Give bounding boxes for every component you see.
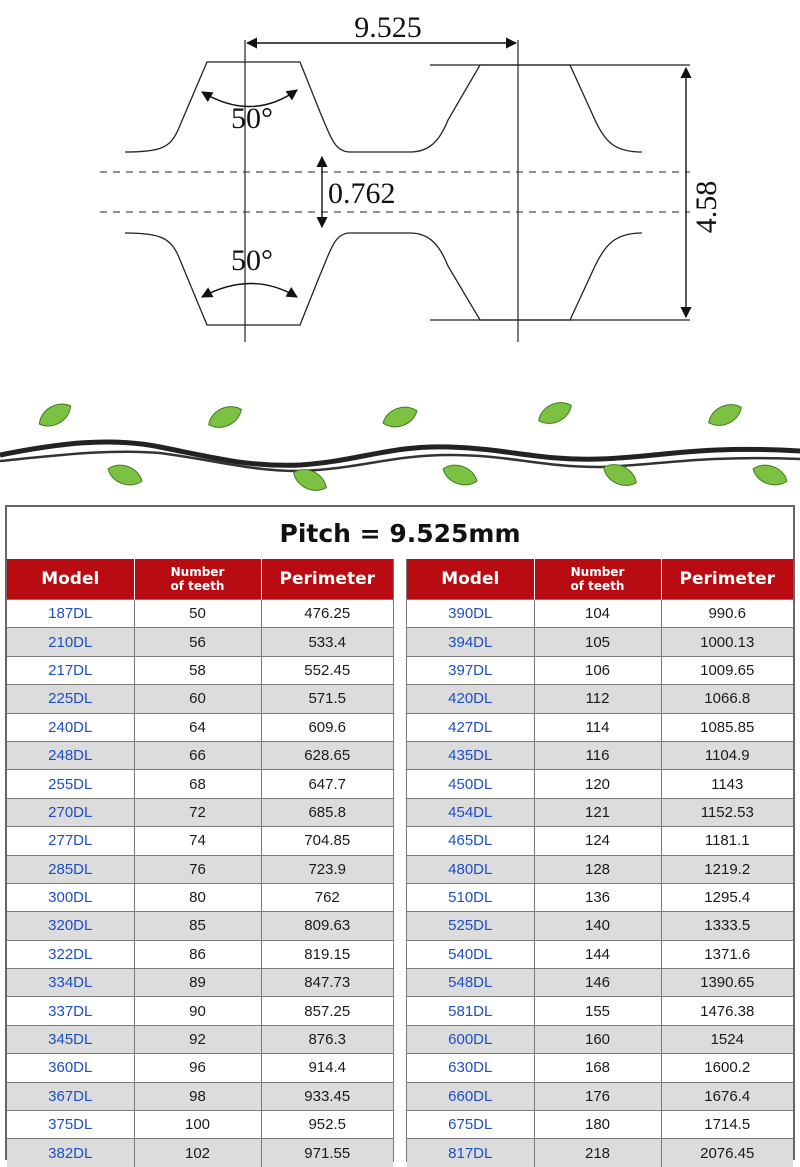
model-cell: 382DL <box>7 1139 134 1167</box>
top-tooth-profile <box>125 62 642 152</box>
model-cell: 337DL <box>7 997 134 1025</box>
model-cell: 277DL <box>7 827 134 855</box>
table-row <box>7 827 393 855</box>
table-row <box>407 827 793 855</box>
model-cell: 367DL <box>7 1082 134 1110</box>
teeth-cell: 155 <box>534 997 661 1025</box>
table-row <box>407 1025 793 1053</box>
perimeter-cell: 1524 <box>661 1025 793 1053</box>
teeth-cell: 176 <box>534 1082 661 1110</box>
table-row <box>7 969 393 997</box>
perimeter-cell: 1085.85 <box>661 713 793 741</box>
table-row <box>7 997 393 1025</box>
table-row <box>407 1111 793 1139</box>
teeth-cell: 85 <box>134 912 261 940</box>
leaf-icon <box>750 460 790 489</box>
teeth-cell: 116 <box>534 741 661 769</box>
model-cell: 427DL <box>407 713 534 741</box>
table-title: Pitch = 9.525mm <box>279 519 521 548</box>
bottom-tooth-profile <box>125 233 642 325</box>
model-cell: 675DL <box>407 1111 534 1139</box>
table-row <box>407 741 793 769</box>
table-row <box>7 798 393 826</box>
table-row <box>407 1139 793 1167</box>
teeth-cell: 76 <box>134 855 261 883</box>
vine-divider-decoration <box>0 375 800 505</box>
perimeter-cell: 723.9 <box>261 855 393 883</box>
header-teeth: Number of teeth <box>534 559 661 600</box>
header-teeth: Number of teeth <box>134 559 261 600</box>
teeth-cell: 86 <box>134 940 261 968</box>
table-row <box>407 798 793 826</box>
model-cell: 334DL <box>7 969 134 997</box>
perimeter-cell: 857.25 <box>261 997 393 1025</box>
teeth-cell: 98 <box>134 1082 261 1110</box>
top-angle-label: 50° <box>231 102 273 135</box>
table-row <box>407 1054 793 1082</box>
teeth-cell: 96 <box>134 1054 261 1082</box>
model-cell: 375DL <box>7 1111 134 1139</box>
perimeter-cell: 609.6 <box>261 713 393 741</box>
perimeter-cell: 1104.9 <box>661 741 793 769</box>
table-row <box>407 940 793 968</box>
table-row <box>7 855 393 883</box>
perimeter-cell: 971.55 <box>261 1139 393 1167</box>
perimeter-cell: 2076.45 <box>661 1139 793 1167</box>
teeth-cell: 80 <box>134 883 261 911</box>
perimeter-cell: 1295.4 <box>661 883 793 911</box>
leaf-icon <box>380 402 420 431</box>
perimeter-cell: 1219.2 <box>661 855 793 883</box>
header-model: Model <box>7 559 134 600</box>
perimeter-cell: 704.85 <box>261 827 393 855</box>
teeth-cell: 218 <box>534 1139 661 1167</box>
teeth-cell: 128 <box>534 855 661 883</box>
teeth-cell: 66 <box>134 741 261 769</box>
teeth-cell: 72 <box>134 798 261 826</box>
perimeter-cell: 1066.8 <box>661 685 793 713</box>
perimeter-cell: 1600.2 <box>661 1054 793 1082</box>
leaf-icon <box>440 460 480 489</box>
teeth-cell: 121 <box>534 798 661 826</box>
table-row <box>7 600 393 628</box>
perimeter-cell: 1143 <box>661 770 793 798</box>
teeth-cell: 106 <box>534 656 661 684</box>
model-cell: 480DL <box>407 855 534 883</box>
pitch-dimension-label: 9.525 <box>354 11 422 44</box>
teeth-cell: 100 <box>134 1111 261 1139</box>
model-cell: 540DL <box>407 940 534 968</box>
header-perimeter: Perimeter <box>261 559 393 600</box>
model-cell: 360DL <box>7 1054 134 1082</box>
teeth-cell: 160 <box>534 1025 661 1053</box>
perimeter-cell: 990.6 <box>661 600 793 628</box>
model-cell: 248DL <box>7 741 134 769</box>
model-cell: 525DL <box>407 912 534 940</box>
table-row <box>7 741 393 769</box>
model-cell: 345DL <box>7 1025 134 1053</box>
table-row <box>407 628 793 656</box>
bottom-angle-arc <box>202 284 297 298</box>
perimeter-cell: 1676.4 <box>661 1082 793 1110</box>
table-row <box>7 1054 393 1082</box>
perimeter-cell: 685.8 <box>261 798 393 826</box>
leaf-icon <box>205 401 245 433</box>
model-cell: 217DL <box>7 656 134 684</box>
table-row <box>7 628 393 656</box>
spec-table-panel <box>5 505 795 1160</box>
model-cell: 390DL <box>407 600 534 628</box>
teeth-cell: 140 <box>534 912 661 940</box>
teeth-cell: 136 <box>534 883 661 911</box>
model-cell: 255DL <box>7 770 134 798</box>
table-row <box>407 855 793 883</box>
model-cell: 581DL <box>407 997 534 1025</box>
model-cell: 454DL <box>407 798 534 826</box>
teeth-cell: 112 <box>534 685 661 713</box>
table-row <box>407 600 793 628</box>
perimeter-cell: 1009.65 <box>661 656 793 684</box>
model-cell: 450DL <box>407 770 534 798</box>
teeth-cell: 180 <box>534 1111 661 1139</box>
model-cell: 510DL <box>407 883 534 911</box>
table-row <box>7 1025 393 1053</box>
model-cell: 394DL <box>407 628 534 656</box>
table-row <box>7 1139 393 1167</box>
teeth-cell: 50 <box>134 600 261 628</box>
perimeter-cell: 762 <box>261 883 393 911</box>
model-cell: 187DL <box>7 600 134 628</box>
perimeter-cell: 1476.38 <box>661 997 793 1025</box>
perimeter-cell: 476.25 <box>261 600 393 628</box>
perimeter-cell: 533.4 <box>261 628 393 656</box>
table-row <box>407 1082 793 1110</box>
model-cell: 322DL <box>7 940 134 968</box>
perimeter-cell: 809.63 <box>261 912 393 940</box>
spec-table-right <box>407 559 793 1167</box>
teeth-cell: 58 <box>134 656 261 684</box>
table-row <box>7 1111 393 1139</box>
model-cell: 548DL <box>407 969 534 997</box>
perimeter-cell: 1390.65 <box>661 969 793 997</box>
teeth-cell: 68 <box>134 770 261 798</box>
table-row <box>7 770 393 798</box>
teeth-cell: 146 <box>534 969 661 997</box>
table-row <box>7 940 393 968</box>
perimeter-cell: 876.3 <box>261 1025 393 1053</box>
table-row <box>7 883 393 911</box>
teeth-cell: 92 <box>134 1025 261 1053</box>
belt-profile-diagram <box>0 0 800 375</box>
table-row <box>407 685 793 713</box>
perimeter-cell: 952.5 <box>261 1111 393 1139</box>
teeth-cell: 64 <box>134 713 261 741</box>
perimeter-cell: 628.65 <box>261 741 393 769</box>
model-cell: 285DL <box>7 855 134 883</box>
perimeter-cell: 1333.5 <box>661 912 793 940</box>
model-cell: 465DL <box>407 827 534 855</box>
perimeter-cell: 1152.53 <box>661 798 793 826</box>
model-cell: 225DL <box>7 685 134 713</box>
table-row <box>7 1082 393 1110</box>
model-cell: 817DL <box>407 1139 534 1167</box>
teeth-cell: 90 <box>134 997 261 1025</box>
teeth-cell: 60 <box>134 685 261 713</box>
perimeter-cell: 552.45 <box>261 656 393 684</box>
leaf-icon <box>35 398 75 432</box>
model-cell: 420DL <box>407 685 534 713</box>
model-cell: 270DL <box>7 798 134 826</box>
header-model: Model <box>407 559 534 600</box>
model-cell: 300DL <box>7 883 134 911</box>
model-cell: 320DL <box>7 912 134 940</box>
table-row <box>407 912 793 940</box>
perimeter-cell: 819.15 <box>261 940 393 968</box>
leaf-icon <box>705 399 745 431</box>
teeth-cell: 56 <box>134 628 261 656</box>
teeth-cell: 74 <box>134 827 261 855</box>
header-perimeter: Perimeter <box>661 559 793 600</box>
model-cell: 630DL <box>407 1054 534 1082</box>
table-row <box>407 997 793 1025</box>
perimeter-cell: 1714.5 <box>661 1111 793 1139</box>
teeth-cell: 104 <box>534 600 661 628</box>
teeth-cell: 105 <box>534 628 661 656</box>
perimeter-cell: 847.73 <box>261 969 393 997</box>
table-row <box>407 713 793 741</box>
teeth-cell: 120 <box>534 770 661 798</box>
model-cell: 240DL <box>7 713 134 741</box>
perimeter-cell: 914.4 <box>261 1054 393 1082</box>
teeth-cell: 114 <box>534 713 661 741</box>
spec-table-left <box>7 559 393 1167</box>
teeth-cell: 124 <box>534 827 661 855</box>
model-cell: 210DL <box>7 628 134 656</box>
model-cell: 600DL <box>407 1025 534 1053</box>
table-row <box>7 713 393 741</box>
teeth-cell: 144 <box>534 940 661 968</box>
perimeter-cell: 1371.6 <box>661 940 793 968</box>
teeth-cell: 168 <box>534 1054 661 1082</box>
table-row <box>407 770 793 798</box>
perimeter-cell: 647.7 <box>261 770 393 798</box>
table-row <box>7 656 393 684</box>
thickness-dimension-label: 0.762 <box>328 177 396 210</box>
column-gap <box>393 559 407 1162</box>
table-row <box>407 969 793 997</box>
perimeter-cell: 933.45 <box>261 1082 393 1110</box>
bottom-angle-label: 50° <box>231 244 273 277</box>
model-cell: 660DL <box>407 1082 534 1110</box>
teeth-cell: 102 <box>134 1139 261 1167</box>
table-row <box>407 883 793 911</box>
leaf-icon <box>535 397 575 429</box>
table-row <box>7 685 393 713</box>
perimeter-cell: 571.5 <box>261 685 393 713</box>
perimeter-cell: 1181.1 <box>661 827 793 855</box>
model-cell: 435DL <box>407 741 534 769</box>
perimeter-cell: 1000.13 <box>661 628 793 656</box>
table-row <box>407 656 793 684</box>
teeth-cell: 89 <box>134 969 261 997</box>
leaf-icon <box>105 460 145 489</box>
model-cell: 397DL <box>407 656 534 684</box>
height-dimension-label: 4.58 <box>690 180 723 234</box>
table-row <box>7 912 393 940</box>
